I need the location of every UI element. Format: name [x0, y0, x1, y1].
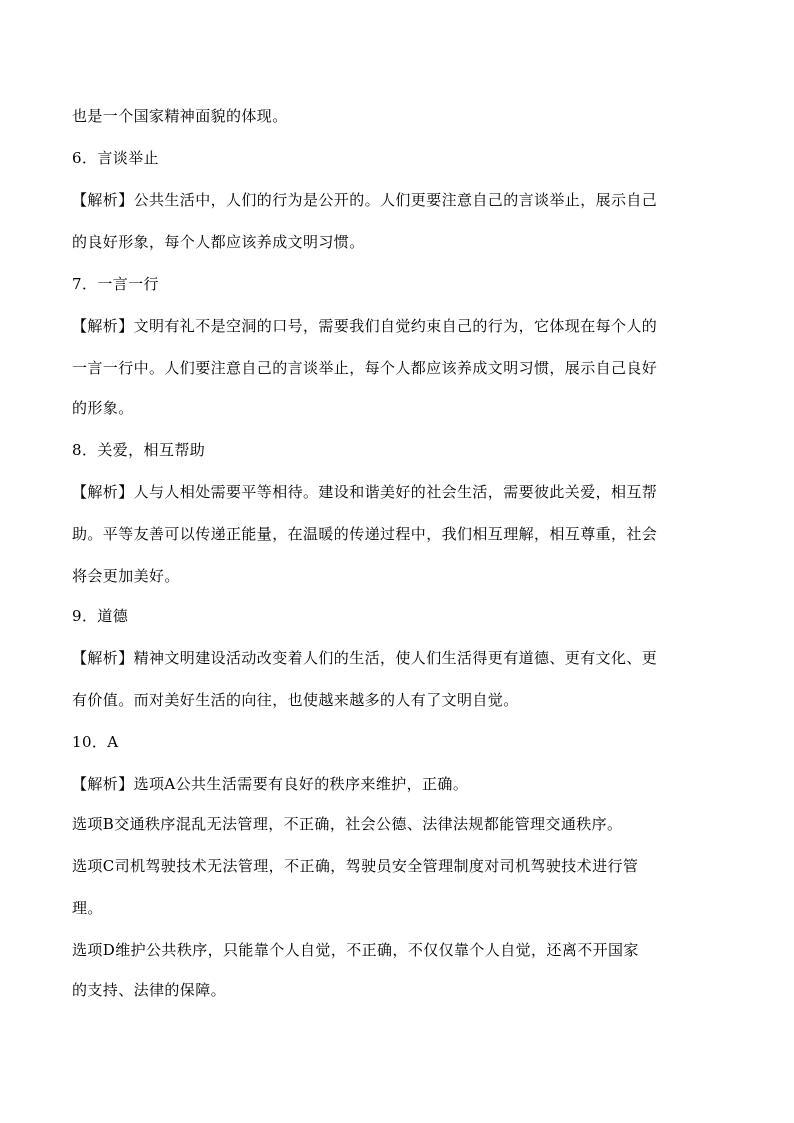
answer-heading-9: 9．道德	[72, 607, 129, 625]
answer-heading-10: 10．A	[72, 733, 119, 751]
analysis-line: 【解析】人与人相处需要平等相待。建设和谐美好的社会生活，需要彼此关爱，相互帮	[72, 483, 658, 501]
option-d-line: 选项D维护公共秩序，只能靠个人自觉，不正确，不仅仅靠个人自觉，还离不开国家	[72, 941, 639, 959]
text-line: 助。平等友善可以传递正能量，在温暖的传递过程中，我们相互理解，相互尊重，社会	[72, 525, 658, 543]
analysis-line: 【解析】选项A公共生活需要有良好的秩序来维护，正确。	[72, 775, 469, 793]
text-line: 也是一个国家精神面貌的体现。	[72, 107, 288, 125]
text-line: 的良好形象，每个人都应该养成文明习惯。	[72, 233, 365, 251]
option-c-line: 选项C司机驾驶技术无法管理，不正确，驾驶员安全管理制度对司机驾驶技术进行管	[72, 857, 639, 875]
option-b-line: 选项B交通秩序混乱无法管理，不正确，社会公德、法律法规都能管理交通秩序。	[72, 815, 623, 833]
answer-heading-7: 7．一言一行	[72, 275, 159, 293]
answer-heading-8: 8．关爱，相互帮助	[72, 441, 206, 459]
text-line: 的支持、法律的保障。	[72, 981, 227, 999]
analysis-line: 【解析】精神文明建设活动改变着人们的生活，使人们生活得更有道德、更有文化、更	[72, 649, 658, 667]
answer-heading-6: 6．言谈举止	[72, 149, 159, 167]
text-line: 理。	[72, 899, 103, 917]
analysis-line: 【解析】文明有礼不是空洞的口号，需要我们自觉约束自己的行为，它体现在每个人的	[72, 317, 658, 335]
text-line: 将会更加美好。	[72, 567, 180, 585]
text-line: 一言一行中。人们要注意自己的言谈举止，每个人都应该养成文明习惯，展示自己良好	[72, 359, 658, 377]
text-line: 的形象。	[72, 399, 134, 417]
text-line: 有价值。而对美好生活的向往，也使越来越多的人有了文明自觉。	[72, 691, 519, 709]
analysis-line: 【解析】公共生活中，人们的行为是公开的。人们更要注意自己的言谈举止，展示自己	[72, 191, 658, 209]
